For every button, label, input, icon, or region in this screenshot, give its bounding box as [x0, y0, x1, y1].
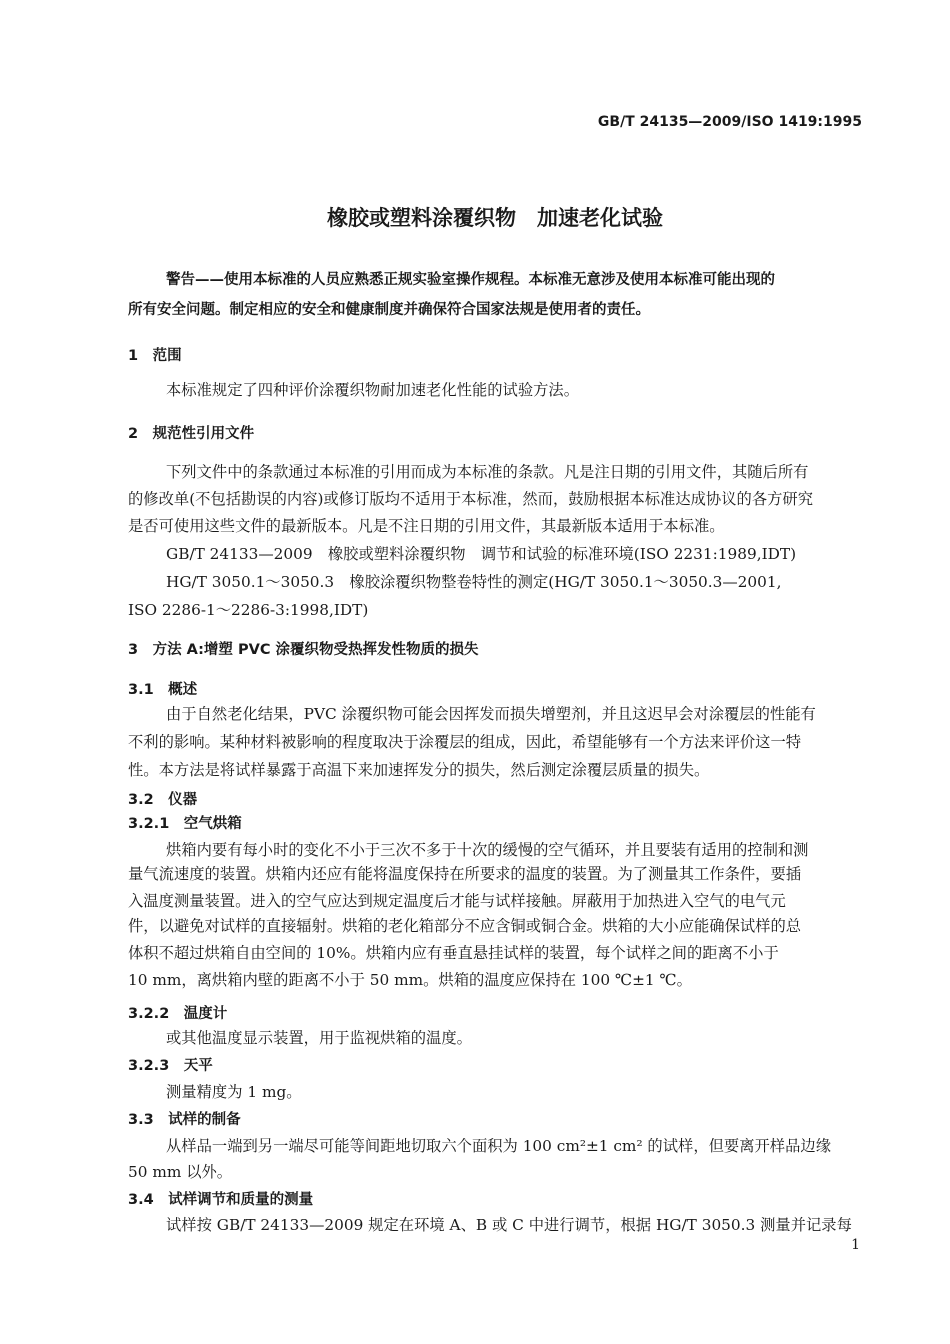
section-3-2-2-heading: 3.2.2 温度计 — [128, 1006, 228, 1022]
section-3-3-heading: 3.3 试样的制备 — [128, 1112, 241, 1128]
section-3-1-line-2: 不利的影响。某种材料被影响的程度取决于涂覆层的组成，因此，希望能够有一个方法来评价这一特 — [128, 733, 802, 751]
reference-1: GB/T 24133—2009 橡胶或塑料涂覆织物 调节和试验的标准环境(ISO 2231:1989,IDT) — [166, 545, 797, 563]
section-3-1-heading: 3.1 概述 — [128, 682, 198, 698]
section-3-2-1-line-3: 入温度测量装置。进入的空气应达到规定温度后才能与试样接触。屏蔽用于加热进入空气的电气元 — [128, 892, 786, 910]
section-3-2-1-line-1: 烘箱内要有每小时的变化不小于三次不多于十次的缓慢的空气循环，并且要装有适用的控制和测 — [166, 841, 809, 859]
reference-2-line-1: HG/T 3050.1～3050.3 橡胶涂覆织物整卷特性的测定(HG/T 3050.1～3050.3—2001, — [166, 573, 782, 591]
standard-number: GB/T 24135—2009/ISO 1419:1995 — [597, 114, 862, 130]
warning-line-2: 所有安全问题。制定相应的安全和健康制度并确保符合国家法规是使用者的责任。 — [128, 302, 650, 318]
section-3-1-line-3: 性。本方法是将试样暴露于高温下来加速挥发分的损失，然后测定涂覆层质量的损失。 — [128, 761, 710, 779]
section-3-2-3-heading: 3.2.3 天平 — [128, 1058, 213, 1074]
section-1-paragraph: 本标准规定了四种评价涂覆织物耐加速老化性能的试验方法。 — [166, 381, 580, 399]
reference-2-line-2: ISO 2286-1～2286-3:1998,IDT) — [128, 601, 369, 619]
section-2-line-1: 下列文件中的条款通过本标准的引用而成为本标准的条款。凡是注日期的引用文件，其随后所有 — [166, 463, 809, 481]
section-3-2-1-line-4: 件，以避免对试样的直接辐射。烘箱的老化箱部分不应含铜或铜合金。烘箱的大小应能确保试样的总 — [128, 917, 802, 935]
section-3-3-line-1: 从样品一端到另一端尽可能等间距地切取六个面积为 100 cm²±1 cm² 的试样，但要离开样品边缘 — [166, 1137, 831, 1155]
section-2-heading: 2 规范性引用文件 — [128, 426, 255, 442]
section-2-line-3: 是否可使用这些文件的最新版本。凡是不注日期的引用文件，其最新版本适用于本标准。 — [128, 517, 725, 535]
section-3-2-1-heading: 3.2.1 空气烘箱 — [128, 816, 242, 832]
section-3-2-3-line-1: 测量精度为 1 mg。 — [166, 1083, 302, 1101]
section-3-2-1-line-5: 体积不超过烘箱自由空间的 10%。烘箱内应有垂直悬挂试样的装置，每个试样之间的距离不小于 — [128, 944, 779, 962]
section-3-3-line-2: 50 mm 以外。 — [128, 1163, 233, 1181]
section-3-2-2-line-1: 或其他温度显示装置，用于监视烘箱的温度。 — [166, 1029, 472, 1047]
section-3-heading: 3 方法 A:增塑 PVC 涂覆织物受热挥发性物质的损失 — [128, 642, 479, 658]
section-3-1-line-1: 由于自然老化结果，PVC 涂覆织物可能会因挥发而损失增塑剂，并且这迟早会对涂覆层的性能有 — [166, 705, 816, 723]
section-3-2-1-line-6: 10 mm，离烘箱内壁的距离不小于 50 mm。烘箱的温度应保持在 100 ℃±1 ℃。 — [128, 971, 692, 989]
section-3-4-heading: 3.4 试样调节和质量的测量 — [128, 1192, 314, 1208]
warning-line-1: 警告——使用本标准的人员应熟悉正规实验室操作规程。本标准无意涉及使用本标准可能出现的 — [166, 272, 775, 288]
page-number: 1 — [851, 1237, 860, 1253]
section-3-4-line-1: 试样按 GB/T 24133—2009 规定在环境 A、B 或 C 中进行调节，根据 HG/T 3050.3 测量并记录每 — [166, 1216, 852, 1234]
section-1-heading: 1 范围 — [128, 348, 182, 364]
section-2-line-2: 的修改单(不包括勘误的内容)或修订版均不适用于本标准，然而，鼓励根据本标准达成协议的各方研究 — [128, 490, 814, 508]
section-3-2-1-line-2: 量气流速度的装置。烘箱内还应有能将温度保持在所要求的温度的装置。为了测量其工作条件，要插 — [128, 865, 802, 883]
section-3-2-heading: 3.2 仪器 — [128, 792, 198, 808]
document-title: 橡胶或塑料涂覆织物 加速老化试验 — [327, 206, 663, 230]
